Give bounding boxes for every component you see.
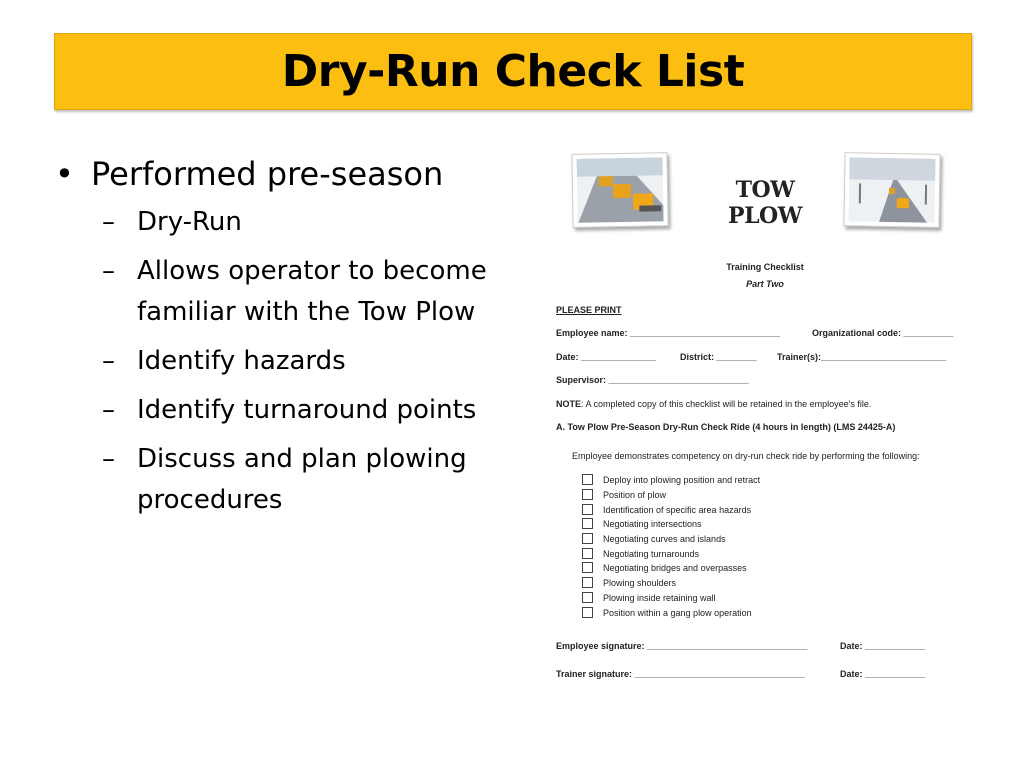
checklist-item[interactable] bbox=[582, 576, 676, 589]
checklist-item-label: Negotiating bridges and overpasses bbox=[603, 562, 747, 573]
checkbox[interactable] bbox=[582, 489, 593, 500]
note-label: NOTE bbox=[556, 399, 582, 409]
checklist-item-label: Position within a gang plow operation bbox=[603, 607, 752, 618]
sub-bullet-hazards bbox=[55, 341, 525, 382]
checkbox[interactable] bbox=[582, 533, 593, 544]
sub-bullet-familiar bbox=[55, 251, 525, 333]
supervisor-field: Supervisor: ____________________________ bbox=[556, 375, 749, 385]
checkbox[interactable] bbox=[582, 577, 593, 588]
sub-bullet-plan bbox=[55, 439, 525, 521]
slide-title-bar bbox=[54, 33, 972, 110]
sub-bullet-dash: – bbox=[102, 346, 115, 376]
date-field: Date: _______________ bbox=[556, 352, 657, 362]
sub-bullet-text: Identify hazards bbox=[137, 346, 346, 376]
sub-bullet-dash: – bbox=[102, 207, 115, 237]
checklist-item[interactable] bbox=[582, 488, 666, 501]
snow-road-image bbox=[576, 157, 663, 222]
bullet-main-text: Performed pre-season bbox=[91, 155, 444, 193]
bullet-dot: • bbox=[55, 155, 74, 193]
checkbox[interactable] bbox=[582, 607, 593, 618]
checklist-item[interactable] bbox=[582, 591, 716, 604]
section-a-heading: A. Tow Plow Pre-Season Dry-Run Check Ride (4 hours in length) (LMS 24425-A) bbox=[556, 422, 896, 432]
checkbox[interactable] bbox=[582, 504, 593, 515]
sub-bullet-text: Discuss and plan plowing procedures bbox=[137, 444, 467, 515]
sub-bullet-dash: – bbox=[102, 444, 115, 474]
sub-bullet-text: Dry-Run bbox=[137, 207, 242, 237]
checkbox[interactable] bbox=[582, 592, 593, 603]
document-heading: TOW PLOW bbox=[728, 177, 802, 229]
trainers-field: Trainer(s):_________________________ bbox=[777, 352, 947, 362]
employee-name-field: Employee name: ______________________________ bbox=[556, 328, 781, 338]
checklist-item[interactable] bbox=[582, 547, 699, 560]
highway-plow-image bbox=[848, 157, 935, 222]
org-code-field: Organizational code: __________ bbox=[812, 328, 954, 338]
employee-signature-field: Employee signature: ________________________________ bbox=[556, 641, 808, 651]
employee-signature-date: Date: ____________ bbox=[840, 641, 926, 651]
trainer-signature-date: Date: ____________ bbox=[840, 669, 926, 679]
checkbox[interactable] bbox=[582, 548, 593, 559]
checklist-subtitle: Part Two bbox=[746, 279, 784, 289]
checklist-document bbox=[550, 145, 980, 690]
checkbox[interactable] bbox=[582, 474, 593, 485]
sub-bullet-text: Allows operator to become familiar with the Tow Plow bbox=[137, 256, 487, 327]
checklist-item[interactable] bbox=[582, 561, 747, 574]
sub-bullet-text: Identify turnaround points bbox=[137, 395, 477, 425]
checklist-title: Training Checklist bbox=[726, 262, 804, 272]
checklist-item-label: Negotiating intersections bbox=[603, 518, 702, 529]
slide-title: Dry-Run Check List bbox=[281, 46, 745, 97]
checklist-item-label: Plowing inside retaining wall bbox=[603, 592, 716, 603]
note-text: : A completed copy of this checklist will be retained in the employee's file. bbox=[581, 399, 872, 409]
sub-bullet-dash: – bbox=[102, 256, 115, 286]
sub-bullet-dry-run bbox=[55, 202, 525, 243]
checklist-item[interactable] bbox=[582, 517, 702, 530]
competency-text: Employee demonstrates competency on dry-run check ride by performing the following: bbox=[572, 451, 920, 461]
checklist-item[interactable] bbox=[582, 473, 760, 486]
checklist-item-label: Identification of specific area hazards bbox=[603, 504, 752, 515]
checklist-item-label: Position of plow bbox=[603, 489, 667, 500]
bullet-main bbox=[55, 152, 525, 196]
checklist-item-label: Deploy into plowing position and retract bbox=[603, 474, 761, 485]
checklist-item-label: Plowing shoulders bbox=[603, 577, 677, 588]
district-field: District: ________ bbox=[680, 352, 757, 362]
checklist-item[interactable] bbox=[582, 606, 752, 619]
tow-plow-photo-left bbox=[571, 152, 668, 228]
checklist-item-label: Negotiating turnarounds bbox=[603, 548, 700, 559]
checkbox[interactable] bbox=[582, 562, 593, 573]
sub-bullet-turnaround bbox=[55, 390, 525, 431]
checkbox[interactable] bbox=[582, 518, 593, 529]
checklist-item-label: Negotiating curves and islands bbox=[603, 533, 726, 544]
checklist-item[interactable] bbox=[582, 532, 726, 545]
sub-bullet-dash: – bbox=[102, 395, 115, 425]
please-print-label: PLEASE PRINT bbox=[556, 305, 622, 315]
tow-plow-photo-right bbox=[843, 152, 940, 228]
trainer-signature-field: Trainer signature: __________________________________ bbox=[556, 669, 805, 679]
bullet-list bbox=[55, 152, 525, 529]
checklist-item[interactable] bbox=[582, 503, 751, 516]
note-line bbox=[556, 399, 871, 409]
